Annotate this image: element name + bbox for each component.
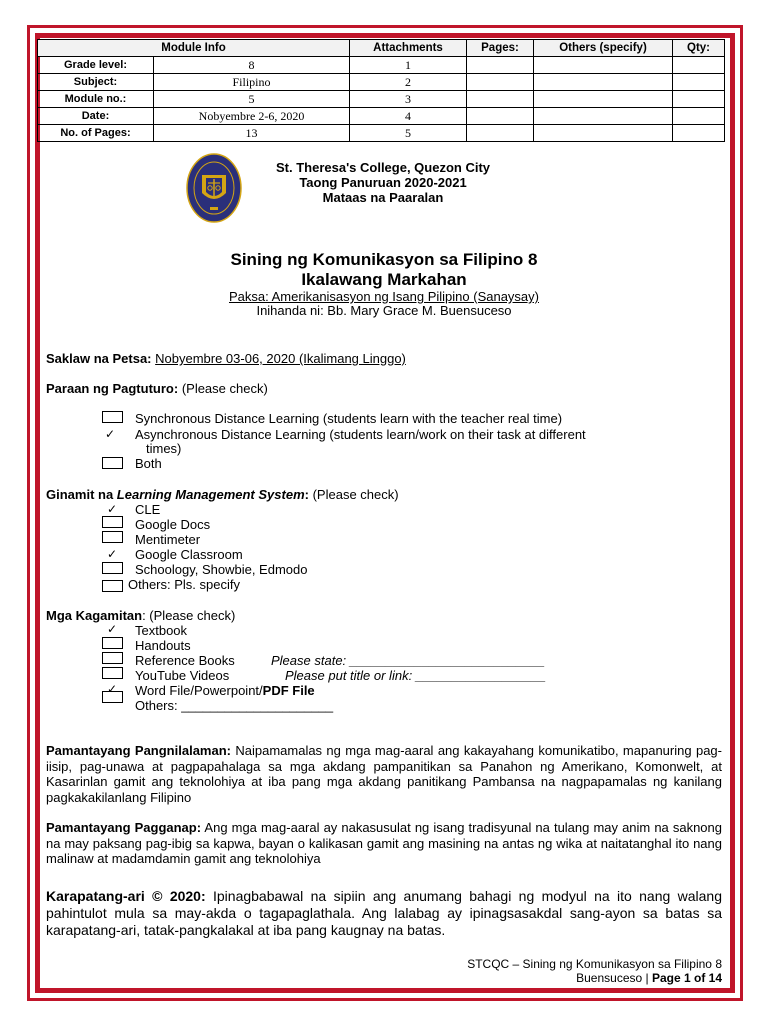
row-label: Module no.: — [38, 91, 154, 108]
synchronous-option-label: Synchronous Distance Learning (students learn with the teacher real time) — [135, 411, 563, 426]
table-row — [38, 57, 725, 74]
pdf-file-label: PDF File — [262, 683, 315, 698]
header-pages: Pages: — [467, 40, 534, 57]
mentimeter-checkbox[interactable] — [102, 531, 123, 543]
pages-cell — [467, 125, 534, 142]
header-others: Others (specify) — [534, 40, 673, 57]
table-row — [38, 125, 725, 142]
lms-option-google-docs: Google Docs — [135, 517, 211, 532]
school-seal-icon — [186, 153, 242, 223]
asynchronous-option-label: Asynchronous Distance Learning (students learn/work on their task at different — [135, 427, 586, 442]
lms-option-mentimeter: Mentimeter — [135, 532, 201, 547]
lms-option-google-classroom: Google Classroom — [135, 547, 243, 562]
kagamitan-option-word-file — [135, 683, 315, 698]
youtube-title-field[interactable]: Please put title or link: __________________ — [285, 668, 546, 683]
footer-course-line: STCQC – Sining ng Komunikasyon sa Filipino 8 — [467, 957, 722, 971]
qty-cell — [673, 125, 725, 142]
pages-cell — [467, 57, 534, 74]
pangnilalaman-label: Pamantayang Pangnilalaman: — [46, 743, 231, 758]
saklaw-label: Saklaw na Petsa: — [46, 351, 152, 366]
header-module-info: Module Info — [38, 40, 350, 57]
school-level: Mataas na Paaralan — [322, 190, 444, 205]
others-cell — [534, 125, 673, 142]
header-qty: Qty: — [673, 40, 725, 57]
row-label: No. of Pages: — [38, 125, 154, 142]
school-name: St. Theresa's College, Quezon City — [275, 160, 491, 175]
others-cell — [534, 57, 673, 74]
row-value: 13 — [154, 125, 350, 142]
kagamitan-hint: : (Please check) — [142, 608, 236, 623]
kagamitan-label: Mga Kagamitan — [46, 608, 143, 623]
handouts-checkbox[interactable] — [102, 637, 123, 649]
pages-cell — [467, 74, 534, 91]
pagganap-paragraph — [46, 820, 722, 867]
karapatan-label: Karapatang-ari © 2020: — [46, 888, 206, 904]
row-label: Subject: — [38, 74, 154, 91]
google-docs-checkbox[interactable] — [102, 516, 123, 528]
schoology-checkbox[interactable] — [102, 562, 123, 574]
pangnilalaman-paragraph — [46, 743, 722, 805]
pagganap-label: Pamantayang Pagganap: — [46, 820, 202, 835]
others-lms-checkbox[interactable] — [102, 580, 123, 592]
pages-cell — [467, 91, 534, 108]
paraan-hint: (Please check) — [181, 381, 268, 396]
attachment-number: 3 — [350, 91, 467, 108]
footer-author: Buensuceso | — [576, 971, 652, 985]
school-header — [245, 160, 521, 205]
others-cell — [534, 108, 673, 125]
row-label: Grade level: — [38, 57, 154, 74]
word-file-label: Word File/Powerpoint/ — [135, 683, 263, 698]
others-cell — [534, 74, 673, 91]
both-option-label: Both — [135, 456, 162, 471]
kagamitan-option-reference-books: Reference Books — [135, 653, 235, 668]
both-checkbox[interactable] — [102, 457, 123, 469]
row-value: 8 — [154, 57, 350, 74]
lms-option-others: Others: Pls. specify — [128, 577, 240, 592]
synchronous-checkbox[interactable] — [102, 411, 123, 423]
others-cell — [534, 91, 673, 108]
lms-option-cle: CLE — [135, 502, 161, 517]
kagamitan-option-textbook: Textbook — [135, 623, 188, 638]
footer-page-line — [467, 971, 722, 985]
lms-label-post: : — [304, 487, 309, 502]
document-title-block — [44, 250, 724, 318]
youtube-videos-checkbox[interactable] — [102, 667, 123, 679]
table-row — [38, 108, 725, 125]
quarter-title: Ikalawang Markahan — [301, 270, 467, 289]
lms-option-schoology: Schoology, Showbie, Edmodo — [135, 562, 308, 577]
table-row — [38, 74, 725, 91]
row-value: Filipino — [154, 74, 350, 91]
kagamitan-heading — [46, 608, 722, 623]
qty-cell — [673, 108, 725, 125]
checkmark-icon: ✓ — [107, 622, 118, 636]
footer-page-number: Page 1 of 14 — [651, 971, 722, 985]
saklaw-line — [46, 351, 722, 366]
qty-cell — [673, 74, 725, 91]
lms-hint: (Please check) — [312, 487, 399, 502]
attachment-number: 1 — [350, 57, 467, 74]
reference-books-checkbox[interactable] — [102, 652, 123, 664]
row-value: 5 — [154, 91, 350, 108]
asynchronous-option-cont: times) — [146, 441, 182, 456]
attachment-number: 2 — [350, 74, 467, 91]
page-footer — [467, 957, 722, 985]
header-attachments: Attachments — [350, 40, 467, 57]
checkmark-icon: ✓ — [107, 547, 118, 561]
module-info-table — [37, 39, 725, 142]
row-value: Nobyembre 2-6, 2020 — [154, 108, 350, 125]
checkmark-icon: ✓ — [107, 502, 118, 516]
kagamitan-option-youtube: YouTube Videos — [135, 668, 230, 683]
row-label: Date: — [38, 108, 154, 125]
qty-cell — [673, 57, 725, 74]
checkmark-icon: ✓ — [107, 682, 118, 696]
lms-heading — [46, 487, 722, 502]
school-year: Taong Panuruan 2020-2021 — [299, 175, 467, 190]
topic-line: Paksa: Amerikanisasyon ng Isang Pilipino (Sanaysay) — [229, 289, 539, 304]
reference-books-state-field[interactable]: Please state: ___________________________ — [271, 653, 545, 668]
pages-cell — [467, 108, 534, 125]
kagamitan-option-others[interactable]: Others: _____________________ — [135, 698, 334, 713]
table-row — [38, 91, 725, 108]
checkmark-icon: ✓ — [105, 427, 116, 441]
paraan-label: Paraan ng Pagtuturo: — [46, 381, 179, 396]
attachment-number: 4 — [350, 108, 467, 125]
pangnilalaman-text: Naipamamalas ng mga mag-aaral ang kakayahang komunikatibo, mapanuring pag-iisip, pag-unawa at pagpapahalaga sa mga akdang pampanitikan sa Panahon ng Amerikano, Komonwelt, at Kasarinlan gamit ang teknolohiya at iba pang mga akdang panitikang Pambansa na nagpapamalas ng kanilang pagkakakilanlang Filipino — [46, 743, 722, 805]
table-header-row — [38, 40, 725, 57]
kagamitan-option-handouts: Handouts — [135, 638, 191, 653]
qty-cell — [673, 91, 725, 108]
lms-label-pre: Ginamit na — [46, 487, 117, 502]
prepared-by-line: Inihanda ni: Bb. Mary Grace M. Buensuceso — [256, 303, 512, 318]
course-title: Sining ng Komunikasyon sa Filipino 8 — [230, 250, 538, 269]
attachment-number: 5 — [350, 125, 467, 142]
pagganap-text: Ang mga mag-aaral ay nakasusulat ng isang tradisyunal na tulang may anim na saknong na may paksang pag-ibig sa kapwa, bayan o kalikasan gamit ang masining na antas ng wika at naitatanghal ito nang malinaw at madamdamin gamit ang teknolohiya — [46, 820, 722, 866]
saklaw-value: Nobyembre 03-06, 2020 (Ikalimang Linggo) — [155, 351, 406, 366]
paraan-heading — [46, 381, 722, 396]
karapatan-text: Ipinagbabawal na sipiin ang anumang bahagi ng modyul na ito nang walang pahintulot mula sa may-akda o tagapaglathala. Ang lalabag ay ipinagsasakdal sang-ayon sa batas sa karapatang-ari, tatak-pangkalakal at iba pang kaugnay na batas. — [46, 888, 722, 938]
karapatan-paragraph — [46, 888, 722, 939]
lms-label-em: Learning Management System — [116, 487, 305, 502]
